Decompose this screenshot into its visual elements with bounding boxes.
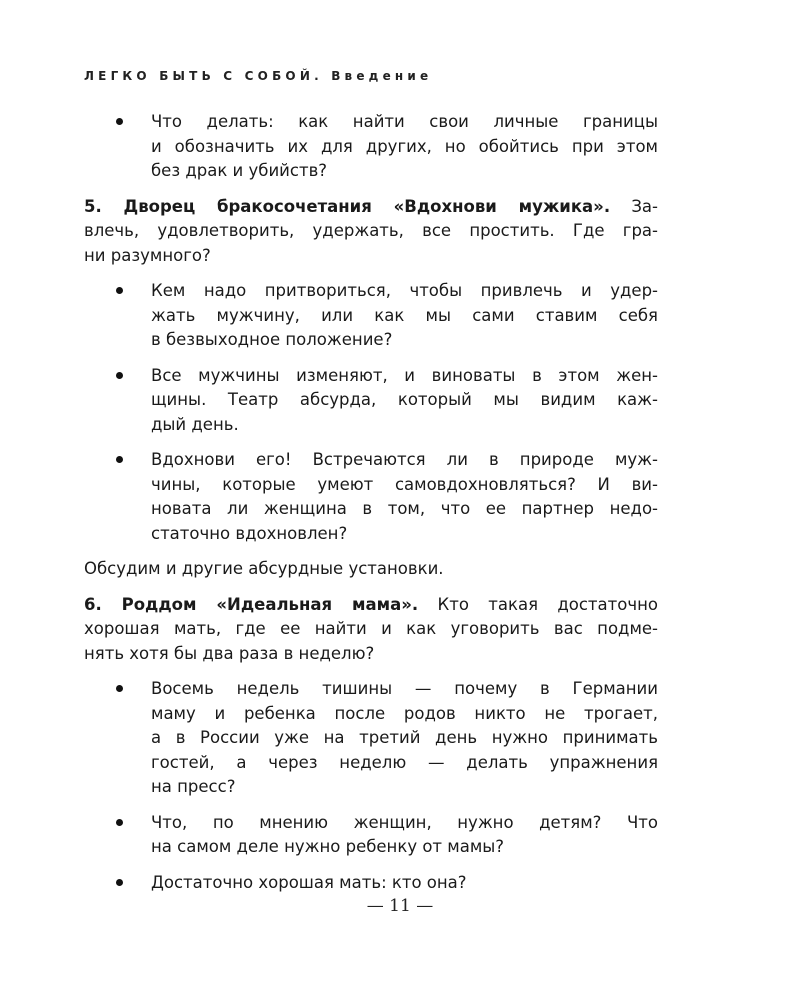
section-title: 5. Дворец бракосочетания «Вдохнови мужика».: [84, 196, 611, 216]
bullet-item: [84, 110, 658, 184]
bullet-icon: [116, 819, 123, 826]
bullet-item: [84, 364, 658, 438]
text-line: новата ли женщина в том, что ее партнер недо-: [151, 499, 658, 518]
bullet-item: [84, 871, 658, 896]
bullet-icon: [116, 287, 123, 294]
bullet-icon: [116, 456, 123, 463]
text-fragment: Кто такая достаточно: [418, 594, 658, 614]
text-line: маму и ребенка после родов никто не трогает,: [151, 703, 658, 723]
text-line: Вдохнови его! Встречаются ли в природе муж-: [151, 450, 658, 469]
text-line: Обсудим и другие абсурдные установки.: [84, 559, 444, 578]
text-fragment: За-: [610, 196, 658, 216]
section-title: 6. Роддом «Идеальная мама».: [84, 594, 419, 614]
text-line: на самом деле нужно ребенку от мамы?: [151, 837, 505, 856]
text-line: [84, 593, 658, 618]
text-line: гостей, а через неделю — делать упражнения: [151, 752, 658, 772]
text-line: без драк и убийств?: [151, 161, 328, 180]
text-line: и обозначить их для других, но обойтись при этом: [151, 136, 658, 156]
text-line: нять хотя бы два раза в неделю?: [84, 643, 375, 663]
bullet-item: [84, 448, 658, 546]
text-line: Что делать: как найти свои личные границы: [151, 112, 658, 131]
bullet-item: [84, 279, 658, 353]
page-body: [84, 110, 658, 906]
text-line: а в России уже на третий день нужно принимать: [151, 728, 658, 747]
text-line: влечь, удовлетворить, удержать, все простить. Где гра-: [84, 221, 658, 240]
text-line: на пресс?: [151, 777, 236, 796]
section-6: [84, 593, 658, 667]
text-line: ни разумного?: [84, 245, 211, 265]
text-line: чины, которые умеют самовдохновляться? И ви-: [151, 474, 658, 494]
text-line: Что, по мнению женщин, нужно детям? Что: [151, 812, 658, 832]
bullet-item: [84, 811, 658, 860]
text-line: Восемь недель тишины — почему в Германии: [151, 679, 658, 698]
bullet-icon: [116, 879, 123, 886]
paragraph: [84, 557, 658, 582]
text-line: Все мужчины изменяют, и виноваты в этом жен-: [151, 365, 658, 385]
text-line: Кем надо притвориться, чтобы привлечь и удер-: [151, 281, 658, 300]
text-line: щины. Театр абсурда, который мы видим каж-: [151, 390, 658, 409]
bullet-item: [84, 677, 658, 800]
text-line: статочно вдохновлен?: [151, 523, 348, 543]
text-line: хорошая мать, где ее найти и как уговорить вас подме-: [84, 619, 658, 638]
bullet-icon: [116, 118, 123, 125]
text-line: дый день.: [151, 414, 239, 434]
bullet-icon: [116, 685, 123, 692]
page-number: — 11 —: [366, 896, 434, 916]
text-line: в безвыходное положение?: [151, 330, 393, 349]
running-header: ЛЕГКО БЫТЬ С СОБОЙ. Введение: [84, 69, 433, 83]
bullet-icon: [116, 372, 123, 379]
text-line: Достаточно хорошая мать: кто она?: [151, 872, 467, 892]
text-line: жать мужчину, или как мы сами ставим себя: [151, 305, 658, 325]
section-5: [84, 195, 658, 269]
text-line: [84, 195, 658, 220]
